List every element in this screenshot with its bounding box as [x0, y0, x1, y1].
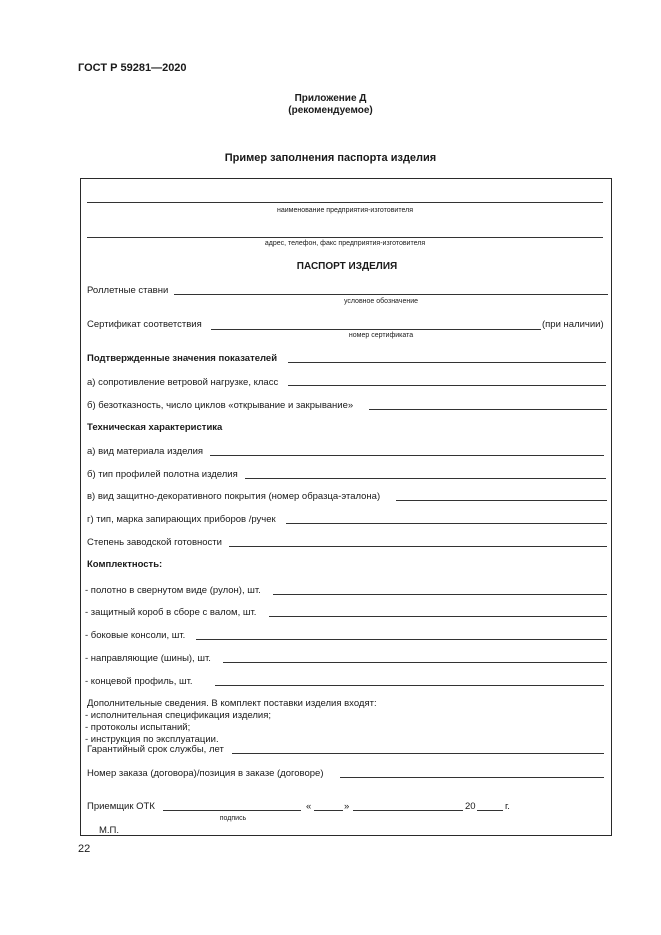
kit-item-box-line — [269, 616, 607, 617]
passport-title: ПАСПОРТ ИЗДЕЛИЯ — [296, 261, 398, 272]
quote-open: « — [306, 801, 312, 812]
passport-form-frame — [80, 178, 612, 836]
kit-item-consoles: - боковые консоли, шт. — [85, 630, 186, 641]
reliability-label: б) безотказность, число циклов «открывание и закрывание» — [87, 400, 354, 411]
certificate-caption: номер сертификата — [348, 332, 414, 339]
stamp-label: М.П. — [99, 825, 120, 836]
profile-label: б) тип профилей полотна изделия — [87, 469, 238, 480]
kit-item-end-profile: - концевой профиль, шт. — [85, 676, 193, 687]
kit-item-guides-line — [223, 662, 607, 663]
tech-header: Техническая характеристика — [87, 422, 223, 433]
annex-title: Приложение Д — [294, 93, 367, 104]
year-prefix: 20 — [465, 801, 476, 812]
year-line — [477, 810, 503, 811]
kit-item-consoles-line — [196, 639, 607, 640]
page-number: 22 — [78, 843, 91, 855]
confirmed-values-line — [288, 362, 606, 363]
material-label: а) вид материала изделия — [87, 446, 204, 457]
warranty-line — [232, 753, 604, 754]
coating-label: в) вид защитно-декоративного покрытия (номер образца-эталона) — [87, 491, 381, 502]
year-suffix: г. — [505, 801, 510, 812]
manufacturer-address-caption: адрес, телефон, факс предприятия-изготовителя — [264, 240, 426, 247]
wind-label: а) сопротивление ветровой нагрузке, класс — [87, 377, 279, 388]
profile-line — [245, 478, 606, 479]
order-label: Номер заказа (договора)/позиция в заказе (договоре) — [87, 768, 324, 779]
signature-caption: подпись — [219, 815, 247, 822]
manufacturer-address-line — [87, 237, 603, 238]
manufacturer-name-line — [87, 202, 603, 203]
certificate-label: Сертификат соответствия — [87, 319, 202, 330]
readiness-label: Степень заводской готовности — [87, 537, 222, 548]
order-line — [340, 777, 604, 778]
kit-item-guides: - направляющие (шины), шт. — [85, 653, 211, 664]
locks-line — [286, 523, 607, 524]
kit-item-roll: - полотно в свернутом виде (рулон), шт. — [85, 585, 261, 596]
readiness-line — [229, 546, 607, 547]
coating-line — [396, 500, 607, 501]
certificate-line — [211, 329, 541, 330]
additional-info-line-3: - протоколы испытаний; — [85, 722, 191, 733]
kit-item-box: - защитный короб в сборе с валом, шт. — [85, 607, 257, 618]
confirmed-values-label: Подтвержденные значения показателей — [87, 353, 278, 364]
kit-header: Комплектность: — [87, 559, 163, 570]
product-line — [174, 294, 608, 295]
warranty-label: Гарантийный срок службы, лет — [87, 744, 224, 755]
product-label: Роллетные ставни — [87, 285, 169, 296]
acceptor-label: Приемщик ОТК — [87, 801, 155, 812]
additional-info-line-2: - исполнительная спецификация изделия; — [85, 710, 272, 721]
wind-line — [288, 385, 606, 386]
kit-item-roll-line — [273, 594, 607, 595]
material-line — [210, 455, 604, 456]
additional-info-line-4: - инструкция по эксплуатации. — [85, 734, 219, 745]
signature-line — [163, 810, 301, 811]
product-caption: условное обозначение — [343, 298, 419, 305]
quote-close: » — [344, 801, 350, 812]
day-line — [314, 810, 343, 811]
document-code: ГОСТ Р 59281—2020 — [78, 62, 187, 74]
certificate-suffix: (при наличии) — [542, 319, 604, 330]
reliability-line — [369, 409, 607, 410]
example-title: Пример заполнения паспорта изделия — [224, 152, 437, 164]
annex-subtitle: (рекомендуемое) — [288, 105, 373, 116]
month-line — [353, 810, 463, 811]
additional-info-line-1: Дополнительные сведения. В комплект поставки изделия входят: — [87, 698, 377, 709]
manufacturer-name-caption: наименование предприятия-изготовителя — [277, 207, 413, 214]
kit-item-end-profile-line — [215, 685, 604, 686]
locks-label: г) тип, марка запирающих приборов /ручек — [87, 514, 276, 525]
